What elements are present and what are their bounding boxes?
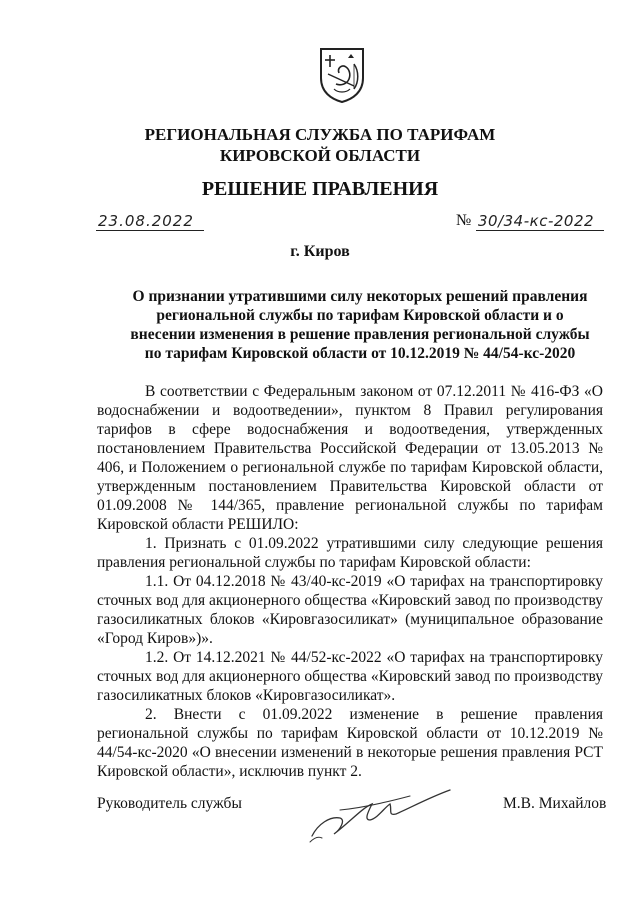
- document-subject: [120, 287, 600, 363]
- number-sign: №: [456, 212, 472, 229]
- organization-name-line1: РЕГИОНАЛЬНАЯ СЛУЖБА ПО ТАРИФАМ: [144, 125, 496, 144]
- body-paragraph-preamble: В соответствии с Федеральным законом от 07.12.2011 № 416-ФЗ «О водоснабжении и водоотведении», пунктом 8 Правил регулирования тарифов в сфере водоснабжения и водоотведения, утвержденных постановлением Правительства Российской Федерации от 13.05.2013 № 406, и Положением о региональной службе по тарифам Кировской области, утвержденным постановлением Правительства Кировской области от 01.09.2008 № 144/365, правление региональной службы по тарифам Кировской области РЕШИЛО:: [97, 383, 603, 533]
- body-paragraph-2: 2. Внести с 01.09.2022 изменение в решение правления региональной службы по тарифам Кировской области от 10.12.2019 № 44/54-кс-2020 «О внесении изменений в некоторые решения правления РСТ Кировской области», исключив пункт 2.: [97, 706, 603, 780]
- body-paragraph-1: 1. Признать с 01.09.2022 утратившими силу следующие решения правления региональной службы по тарифам Кировской области:: [97, 535, 603, 571]
- subject-line1: О признании утратившими силу некоторых решений правления: [132, 288, 588, 305]
- body-paragraph-1-1: 1.1. От 04.12.2018 № 43/40-кс-2019 «О тарифах на транспортировку сточных вод для акционерного общества «Кировский завод по производству газосиликатных блоков «Кировгазосиликат» (муниципальное образование «Город Киров»)».: [97, 573, 603, 647]
- document-type: РЕШЕНИЕ ПРАВЛЕНИЯ: [201, 178, 439, 200]
- date-underline: [96, 230, 204, 231]
- number-underline: [476, 230, 604, 231]
- document-body: [97, 382, 603, 781]
- document-date: 23.08.2022: [98, 212, 194, 230]
- subject-line2: региональной службы по тарифам Кировской области и о: [156, 307, 564, 324]
- coat-of-arms-icon: [318, 46, 366, 104]
- subject-line4: по тарифам Кировской области от 10.12.2019 № 44/54-кс-2020: [144, 345, 576, 362]
- organization-name: [0, 124, 640, 166]
- document-city: г. Киров: [290, 243, 350, 260]
- handwritten-signature: [300, 778, 460, 848]
- document-number: 30/34-кс-2022: [478, 212, 595, 230]
- signatory-title: Руководитель службы: [97, 795, 242, 812]
- signatory-name: М.В. Михайлов: [503, 795, 607, 812]
- body-paragraph-1-2: 1.2. От 14.12.2021 № 44/52-кс-2022 «О тарифах на транспортировку сточных вод для акционерного общества «Кировский завод по производству газосиликатных блоков «Кировгазосиликат».: [97, 649, 603, 704]
- subject-line3: внесении изменения в решение правления региональной службы: [130, 326, 590, 343]
- organization-name-line2: КИРОВСКОЙ ОБЛАСТИ: [219, 146, 421, 165]
